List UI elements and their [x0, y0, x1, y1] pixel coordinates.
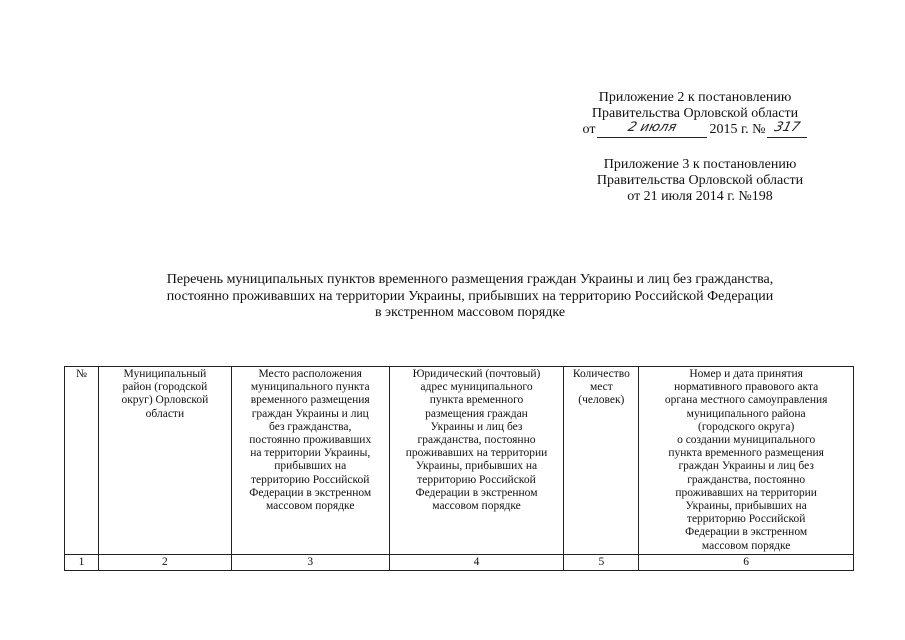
- table-column-numbers-row: [65, 554, 854, 570]
- header-cell-location: Место расположения муниципального пункта временного размещения граждан Украины и лиц без гражданства, постоянно проживавших на территории Украины, прибывших на территорию Российской Федерации в экстренном массовом порядке: [231, 367, 389, 555]
- annex-2-header: [565, 90, 825, 138]
- header-cell-capacity: Количество мест (человек): [564, 367, 639, 555]
- column-number: 3: [231, 554, 389, 570]
- title-line1: Перечень муниципальных пунктов временного размещения граждан Украины и лиц без гражданства,: [166, 272, 774, 287]
- annex-3-line2: Правительства Орловской области: [596, 173, 804, 188]
- annex-2-date-line: [565, 122, 825, 138]
- column-number: 4: [389, 554, 564, 570]
- from-label: от: [582, 122, 596, 137]
- header-cell-district: Муниципальный район (городской округ) Орловской области: [98, 367, 231, 555]
- shelters-table: [64, 366, 854, 571]
- annex-3-line3: от 21 июля 2014 г. №198: [627, 189, 773, 204]
- handwritten-date: 2 июля: [626, 120, 679, 135]
- column-number: 2: [98, 554, 231, 570]
- annex-3-line1: Приложение 3 к постановлению: [603, 157, 797, 172]
- annex-2-line1: Приложение 2 к постановлению: [598, 90, 792, 105]
- handwritten-number: 317: [773, 120, 803, 135]
- title-line2: постоянно проживавших на территории Украины, прибывших на территорию Российской Федерации: [166, 288, 774, 304]
- header-cell-number: №: [65, 367, 99, 555]
- header-cell-address: Юридический (почтовый) адрес муниципального пункта временного размещения граждан Украины и лиц без гражданства, постоянно проживавших на территории Украины, прибывших на территорию Российской Федерации в экстренном массовом порядке: [389, 367, 564, 555]
- table-header-row: [65, 367, 854, 555]
- column-number: 6: [639, 554, 854, 570]
- annex-3-header: [580, 157, 820, 205]
- date-blank: [597, 122, 707, 138]
- title-line3: в экстренном массовом порядке: [374, 305, 566, 320]
- year-text: 2015 г. №: [709, 122, 766, 137]
- column-number: 5: [564, 554, 639, 570]
- document-title: [70, 272, 870, 322]
- number-blank: [767, 122, 807, 138]
- header-cell-legal-act: Номер и дата принятия нормативного правового акта органа местного самоуправления муниципального района (городского округа) о создании муниципального пункта временного размещения граждан Украины и лиц без гражданства, постоянно проживавших на территории Украины, прибывших на территорию Российской Федерации в экстренном массовом порядке: [639, 367, 854, 555]
- annex-2-line2: Правительства Орловской области: [591, 106, 799, 121]
- column-number: 1: [65, 554, 99, 570]
